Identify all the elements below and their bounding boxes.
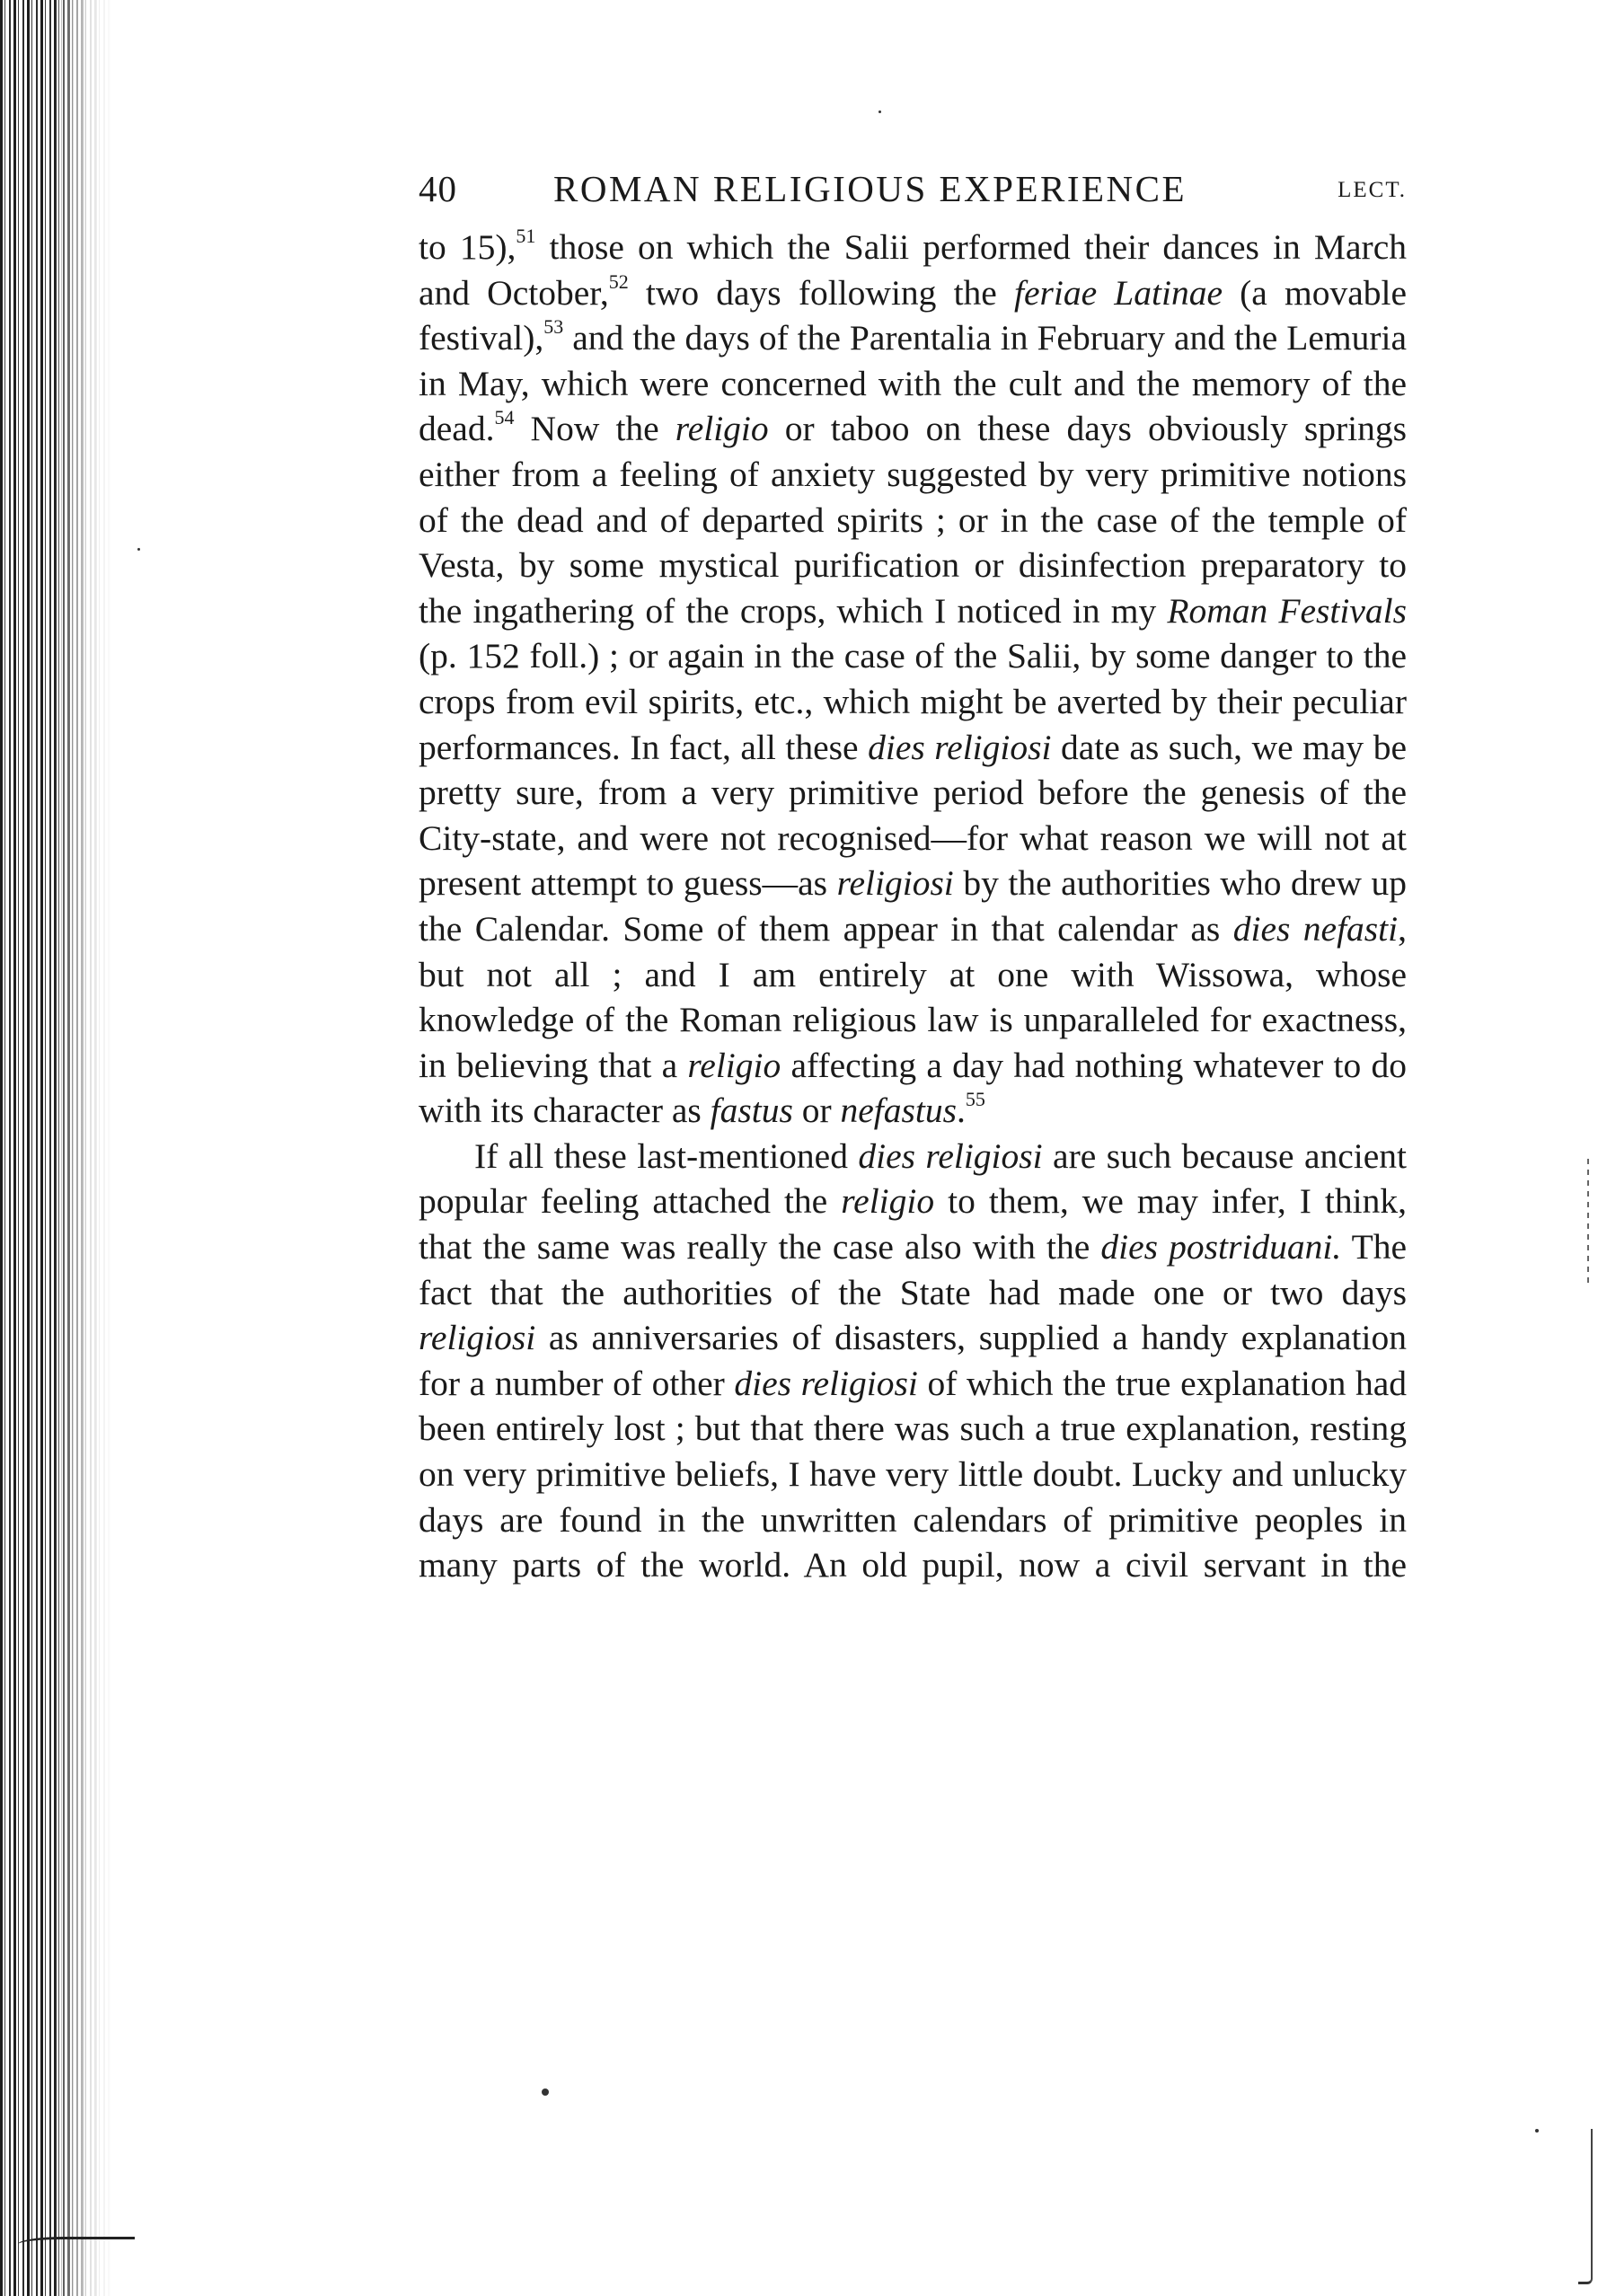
text-run: The fact that the authorities of the State had made one or two days	[419, 1227, 1408, 1312]
text-run: (a movable festival),	[419, 272, 1408, 358]
right-page-edge	[1578, 2129, 1593, 2284]
italic-term: dies religiosi	[734, 1363, 918, 1403]
text-run: (p. 152 foll.) ; or again in the case of the Salii, by some danger to the crops from evil spirits, etc., which might be averted by their peculiar performances. In fact, all these	[419, 636, 1407, 767]
text-run: of which the true explanation had been entirely lost ; but that there was such a true explanation, resting on very primitive beliefs, I have very little doubt. Lucky and unlucky days are found in the unwritten calendars of primitive peoples in many parts of the world. An old pupil, now a civil servant in the	[419, 1363, 1407, 1585]
right-edge-mark	[1587, 1159, 1589, 1285]
text-run: to them, we may infer, I think, that the same was really the case also with the	[419, 1181, 1407, 1267]
text-run: and the days of the Parentalia in February and the Lemuria in May, which were concerned with the cult and the memory of the dead.	[419, 318, 1407, 449]
italic-term: religio	[675, 409, 769, 449]
spine-fade	[54, 0, 112, 2296]
text-run: as anniversaries of disasters, supplied a handy explanation for a number of other	[419, 1318, 1407, 1403]
section-mark: LECT.	[1338, 178, 1407, 202]
text-run: by the authorities who drew up the Calendar. Some of them appear in that calendar as	[419, 863, 1407, 949]
running-header	[419, 162, 1407, 225]
text-run: are such because ancient popular feeling attached the	[419, 1135, 1407, 1222]
footnote-ref: 55	[965, 1088, 985, 1111]
footnote-ref: 54	[494, 406, 515, 429]
running-title: ROMAN RELIGIOUS EXPERIENCE	[553, 168, 1187, 209]
scan-speck	[878, 110, 881, 113]
italic-term: dies religiosi	[868, 727, 1052, 767]
text-run: two days following the	[628, 272, 1014, 313]
footnote-ref: 53	[543, 315, 564, 339]
footnote-ref: 52	[608, 269, 629, 293]
italic-term: fastus	[710, 1091, 793, 1131]
text-run: .	[956, 1091, 966, 1131]
italic-term: Roman Festivals	[1167, 590, 1408, 631]
text-run: Now the	[514, 409, 675, 449]
paragraph-continuation	[419, 225, 1407, 1134]
italic-term: nefastus	[840, 1091, 957, 1131]
text-run: or taboo on these days obviously springs either from a feeling of anxiety suggested by very primitive notions of the dead and of departed spirits ; or in the case of the temple of Vesta, by some mystical purification or disinfection preparatory to the ingathering of the crops, which I noticed in my	[419, 409, 1407, 631]
text-run: , but not all ; and I am entirely at one with Wissowa, whose knowledge of the Roman religious law is unparalleled for exactness, in believing that a	[419, 908, 1407, 1085]
text-run: affecting a day had nothing whatever to do with its character as	[419, 1045, 1407, 1131]
scan-speck	[137, 548, 140, 551]
scan-speck	[542, 2088, 549, 2096]
italic-term: religio	[841, 1181, 935, 1222]
text-run: those on which the Salii performed their dances in March and October,	[419, 227, 1407, 313]
spine-foot-curl	[18, 2237, 135, 2256]
text-run: If all these last-mentioned	[474, 1135, 859, 1176]
footnote-ref: 51	[516, 225, 536, 247]
italic-term: feriae Latinae	[1014, 272, 1223, 313]
text-run: date as such, we may be pretty sure, from a very primitive period before the genesis of the City-state, and were not recognised—for what reason we will not at present attempt to guess—as	[419, 727, 1407, 904]
italic-term: religiosi	[836, 863, 954, 904]
italic-term: dies postriduani.	[1100, 1227, 1342, 1267]
scan-speck	[1535, 2129, 1539, 2133]
book-page	[419, 162, 1407, 1588]
italic-term: religio	[687, 1045, 781, 1085]
paragraph-dies-postriduani	[419, 1134, 1407, 1588]
italic-term: dies religiosi	[858, 1135, 1043, 1176]
italic-term: dies nefasti	[1232, 908, 1399, 949]
body-text	[419, 225, 1407, 1588]
text-run: or	[792, 1091, 841, 1131]
italic-term: religiosi	[419, 1318, 536, 1358]
page-number: 40	[419, 168, 457, 209]
text-run: to 15),	[419, 227, 516, 267]
